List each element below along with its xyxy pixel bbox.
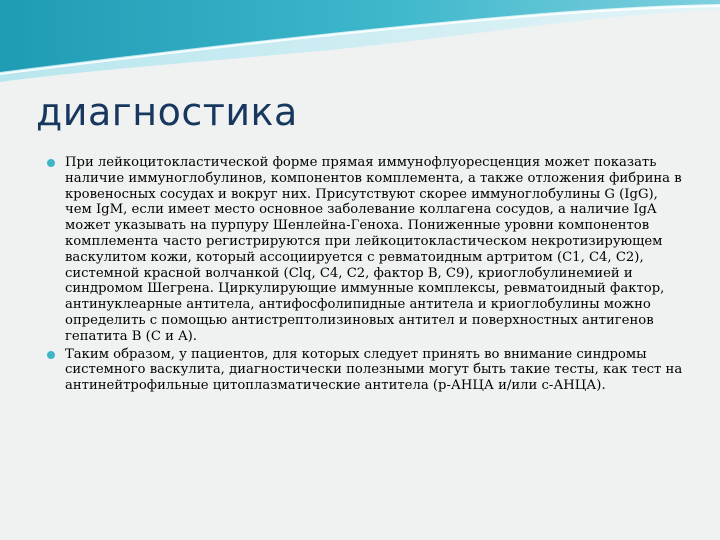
- bullet-text: Таким образом, у пациентов, для которых следует принять во внимание синдромы системного васкулита, диагностически полезными могут быть такие тесты, как тест на антинейтрофильные цитоплазматические антитела (p-АНЦА и/или c-АНЦА).: [65, 346, 683, 394]
- bullet-item: [44, 155, 684, 345]
- slide-title: диагностика: [36, 90, 298, 134]
- bullet-dot-icon: [47, 351, 55, 359]
- bullet-dot-icon: [47, 159, 55, 167]
- bullet-text: При лейкоцитокластической форме прямая иммунофлуоресценция может показать наличие иммуноглобулинов, компонентов комплемента, а также отложения фибрина в кровеносных сосудах и вокруг них. Присутствуют скорее иммуноглобулины G (IgG), чем IgM, если имеет место основное заболевание коллагена сосудов, а наличие IgA может указывать на пурпуру Шенлейна-Геноха. Пониженные уровни компонентов комплемента часто регистрируются при лейкоцитокластическом некротизирующем васкулитом кожи, который ассоциируется с ревматоидным артритом (C1, C4, C2), системной красной волчанкой (Clq, C4, C2, фактор B, C9), криоглобулинемией и синдромом Шегрена. Циркулирующие иммунные комплексы, ревматоидный фактор, антинуклеарные антитела, антифосфолипидные антитела и криоглобулины можно определить с помощью антистрептолизиновых антител и поверхностных антигенов гепатита B (C и A).: [65, 155, 682, 344]
- bullet-item: [44, 347, 684, 394]
- bullet-list: [44, 155, 684, 396]
